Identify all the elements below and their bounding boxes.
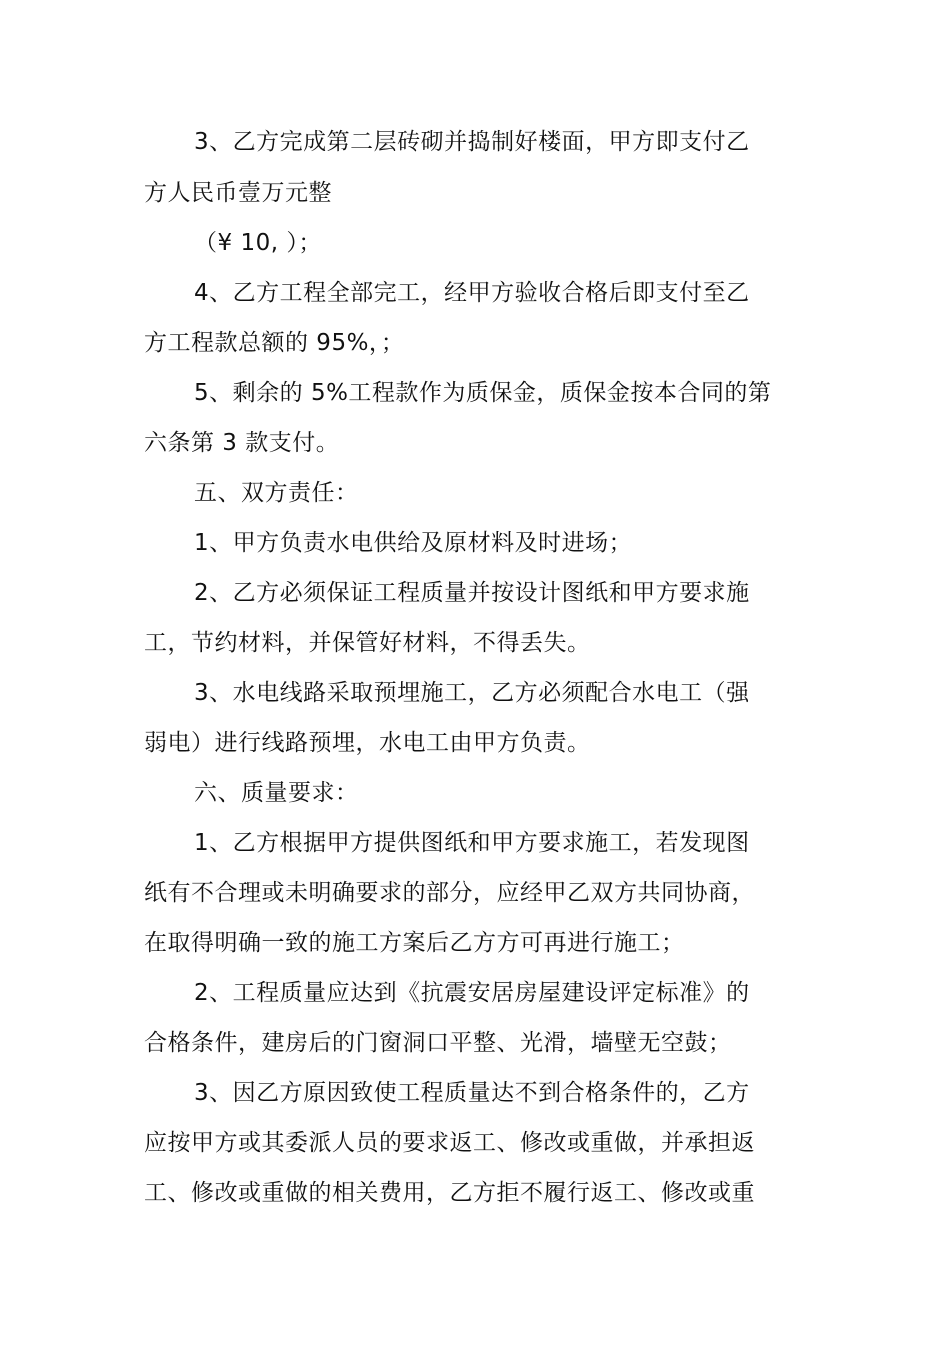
text-line: 1、乙方根据甲方提供图纸和甲方要求施工，若发现图 — [194, 830, 750, 856]
text-line: 3、乙方完成第二层砖砌并捣制好楼面，甲方即支付乙 — [194, 129, 750, 155]
text-line: 1、甲方负责水电供给及原材料及时进场； — [194, 530, 633, 556]
text-line: 应按甲方或其委派人员的要求返工、修改或重做，并承担返 — [144, 1130, 755, 1156]
text-line: 纸有不合理或未明确要求的部分，应经甲乙双方共同协商， — [144, 880, 755, 906]
text-line: 3、因乙方原因致使工程质量达不到合格条件的，乙方 — [194, 1080, 750, 1106]
text-line: （¥ 10, ）； — [194, 230, 322, 256]
text-line: 合格条件，建房后的门窗洞口平整、光滑，墙壁无空鼓； — [144, 1030, 732, 1056]
section-heading: 五、双方责任： — [194, 480, 359, 506]
text-line: 方人民币壹万元整 — [144, 180, 332, 206]
text-line: 工，节约材料，并保管好材料，不得丢失。 — [144, 630, 591, 656]
section-heading: 六、质量要求： — [194, 780, 359, 806]
text-line: 六条第 3 款支付。 — [144, 430, 340, 456]
text-line: 3、水电线路采取预埋施工，乙方必须配合水电工（强 — [194, 680, 750, 706]
text-line: 2、乙方必须保证工程质量并按设计图纸和甲方要求施 — [194, 580, 750, 606]
text-line: 2、工程质量应达到《抗震安居房屋建设评定标准》的 — [194, 980, 750, 1006]
text-line: 弱电）进行线路预埋，水电工由甲方负责。 — [144, 730, 591, 756]
text-line: 4、乙方工程全部完工，经甲方验收合格后即支付至乙 — [194, 280, 750, 306]
text-line: 在取得明确一致的施工方案后乙方方可再进行施工； — [144, 930, 685, 956]
text-line: 工、修改或重做的相关费用，乙方拒不履行返工、修改或重 — [144, 1180, 755, 1206]
text-line: 方工程款总额的 95%，； — [144, 330, 405, 356]
text-line: 5、剩余的 5%工程款作为质保金，质保金按本合同的第 — [194, 380, 772, 406]
